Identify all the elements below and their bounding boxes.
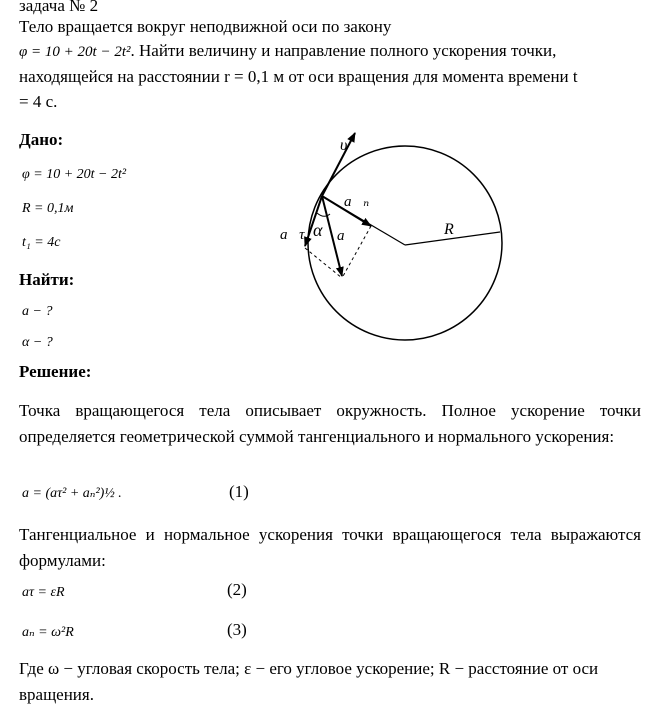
given-time: t₁ = 4с	[22, 235, 61, 250]
tangential-acc-label: a⃗τ	[280, 227, 305, 243]
solution-para-1: Точка вращающегося тела описывает окружность. Полное ускорение точки определяется геометрической суммой тангенциального и нормального ускорения:	[19, 401, 641, 446]
find-alpha: α − ?	[22, 335, 53, 350]
problem-number: задача № 2	[19, 0, 99, 15]
problem-line-3: находящейся на расстоянии r = 0,1 м от оси вращения для момента времени t	[19, 67, 578, 86]
velocity-label: υ⃗	[340, 137, 360, 154]
find-a: a − ?	[22, 304, 53, 319]
normal-acc-label: a⃗ₙ	[344, 194, 370, 210]
solution-para-2: Тангенциальное и нормальное ускорения точки вращающегося тела выражаются формулами:	[19, 525, 641, 570]
solution-heading: Решение:	[19, 362, 92, 381]
alpha-label: α	[313, 220, 323, 240]
solution-para-3: Где ω − угловая скорость тела; ε − его угловое ускорение; R − расстояние от оси вращения.	[19, 659, 599, 704]
problem-line-1: Тело вращается вокруг неподвижной оси по закону	[19, 17, 392, 36]
given-heading: Дано:	[19, 130, 64, 149]
problem-line-4: = 4 с.	[19, 92, 58, 111]
given-law: φ = 10 + 20t − 2t²	[22, 167, 127, 182]
equation-1-number: (1)	[229, 482, 249, 501]
angle-arc	[317, 213, 330, 216]
find-heading: Найти:	[19, 270, 75, 289]
equation-2: aτ = εR	[22, 585, 65, 600]
problem-line-2-tail: . Найти величину и направление полного ускорения точки,	[130, 41, 557, 60]
equation-2-number: (2)	[227, 580, 247, 599]
equation-3-number: (3)	[227, 620, 247, 639]
law-formula: φ = 10 + 20t − 2t²	[19, 44, 131, 60]
total-acc-label: a⃗	[337, 228, 357, 244]
radius-label: R	[444, 221, 454, 238]
equation-3: aₙ = ω²R	[22, 625, 74, 640]
given-radius: R = 0,1м	[22, 201, 74, 216]
equation-1: a = (aτ² + aₙ²)½ .	[22, 486, 122, 501]
